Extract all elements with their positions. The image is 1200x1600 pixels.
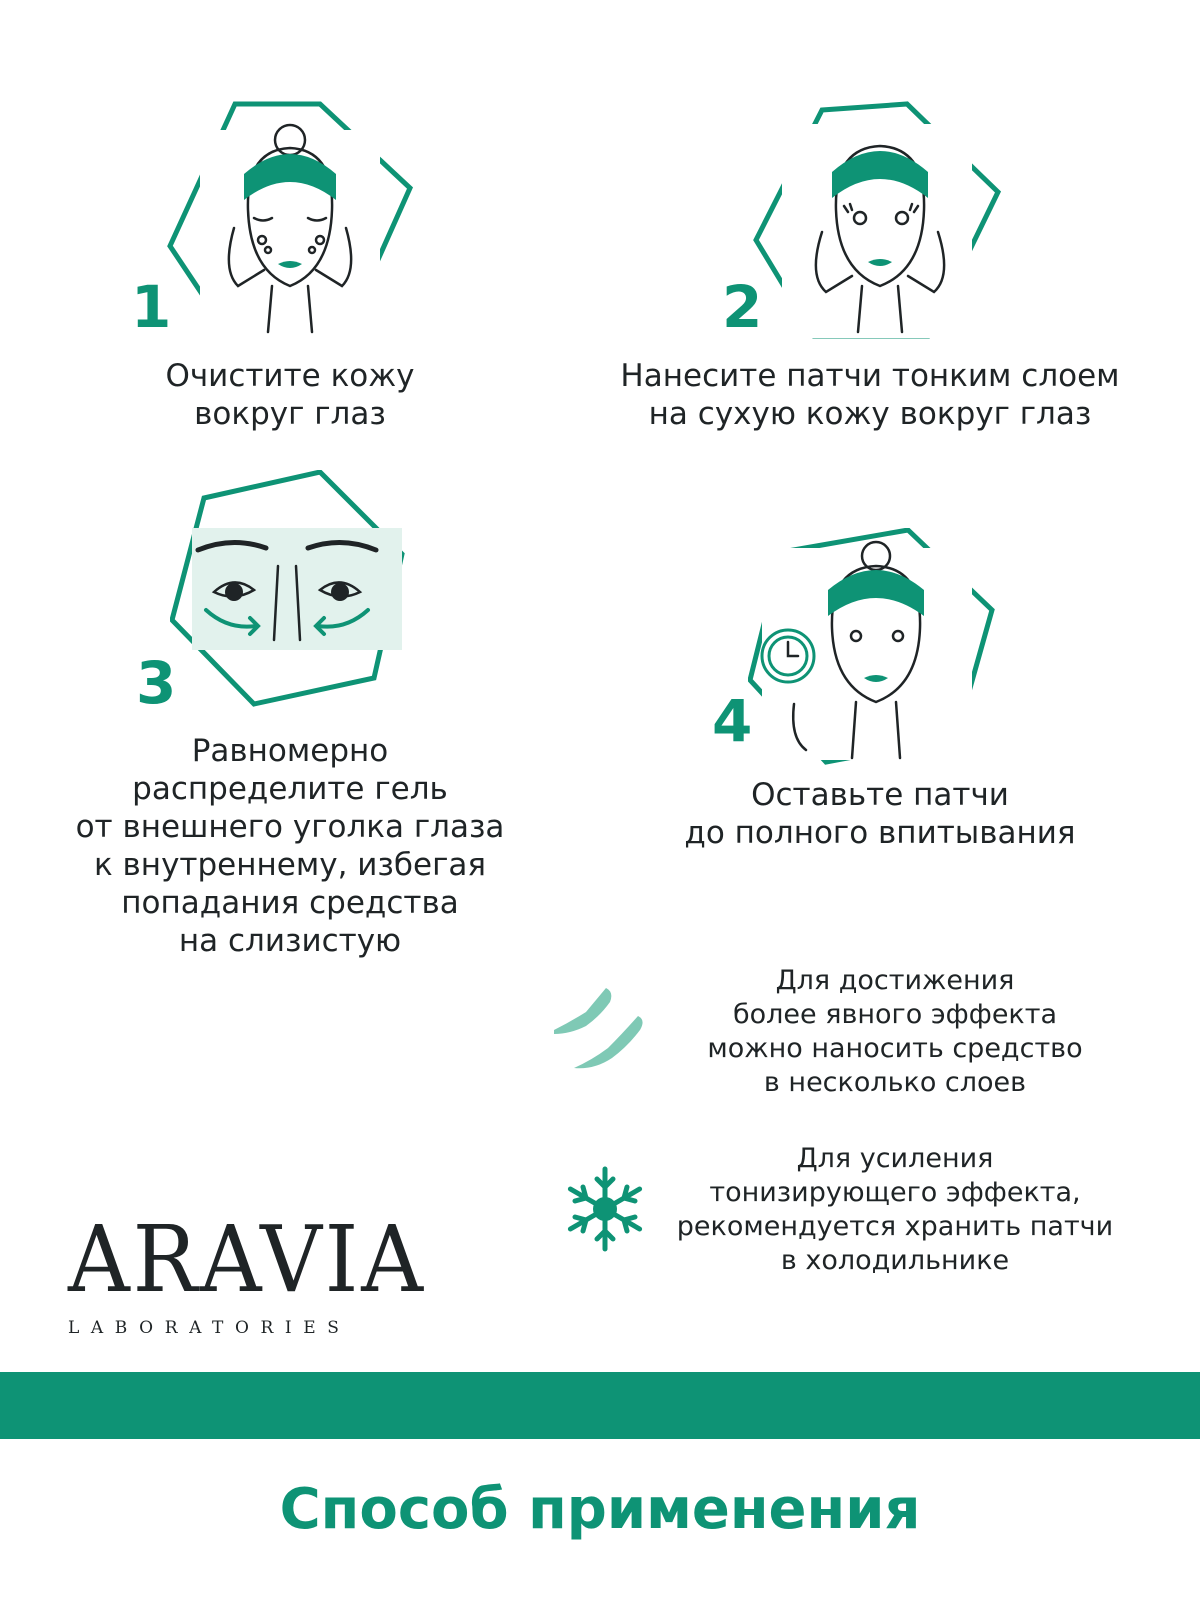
step-4-text bbox=[660, 776, 1100, 852]
tip-1-line: более явного эффекта bbox=[732, 999, 1058, 1030]
step-1-line: Очистите кожу bbox=[165, 358, 415, 394]
step-2-line: на сухую кожу вокруг глаз bbox=[648, 396, 1092, 432]
step-4-number: 4 bbox=[712, 687, 753, 755]
step-3-line: Равномерно bbox=[191, 733, 389, 769]
page-title: Способ применения bbox=[279, 1477, 921, 1542]
tip-1-line: в несколько слоев bbox=[763, 1067, 1027, 1098]
step-3-text bbox=[60, 732, 520, 960]
brand-logo bbox=[68, 1206, 453, 1338]
step-3-line: попадания средства bbox=[121, 885, 459, 921]
step-1-illustration bbox=[160, 100, 420, 350]
brand-subtitle: LABORATORIES bbox=[68, 1318, 351, 1338]
tip-1-line: Для достижения bbox=[775, 965, 1015, 996]
tip-1-line: можно наносить средство bbox=[707, 1033, 1083, 1064]
tip-2-line: тонизирующего эффекта, bbox=[709, 1177, 1081, 1208]
step-2-text bbox=[610, 357, 1130, 433]
clock-icon bbox=[762, 630, 814, 682]
step-1-text bbox=[115, 357, 465, 433]
snowflake-icon bbox=[562, 1166, 648, 1252]
step-2-line: Нанесите патчи тонким слоем bbox=[620, 358, 1120, 394]
step-1-line: вокруг глаз bbox=[194, 396, 386, 432]
step-4-line: до полного впитывания bbox=[684, 815, 1076, 851]
step-3-line: от внешнего уголка глаза bbox=[75, 809, 505, 845]
tip-2-text bbox=[655, 1142, 1135, 1278]
step-2-number: 2 bbox=[722, 273, 763, 341]
step-4-line: Оставьте патчи bbox=[751, 777, 1009, 813]
step-3-illustration bbox=[170, 470, 410, 710]
step-3-line: к внутреннему, избегая bbox=[93, 847, 487, 883]
tip-2-line: в холодильнике bbox=[780, 1245, 1010, 1276]
step-3-number: 3 bbox=[136, 649, 177, 717]
layers-icon bbox=[552, 982, 648, 1072]
step-2-illustration bbox=[752, 100, 1012, 350]
tip-1-text bbox=[675, 964, 1115, 1100]
step-4-illustration bbox=[748, 528, 996, 768]
step-1-number: 1 bbox=[131, 273, 172, 341]
tip-2-line: Для усиления bbox=[796, 1143, 994, 1174]
green-band bbox=[0, 1372, 1200, 1439]
brand-name: ARAVIA bbox=[68, 1206, 426, 1313]
step-3-line: на слизистую bbox=[178, 923, 402, 959]
tip-2-line: рекомендуется хранить патчи bbox=[676, 1211, 1114, 1242]
step-3-line: распределите гель bbox=[132, 771, 448, 807]
